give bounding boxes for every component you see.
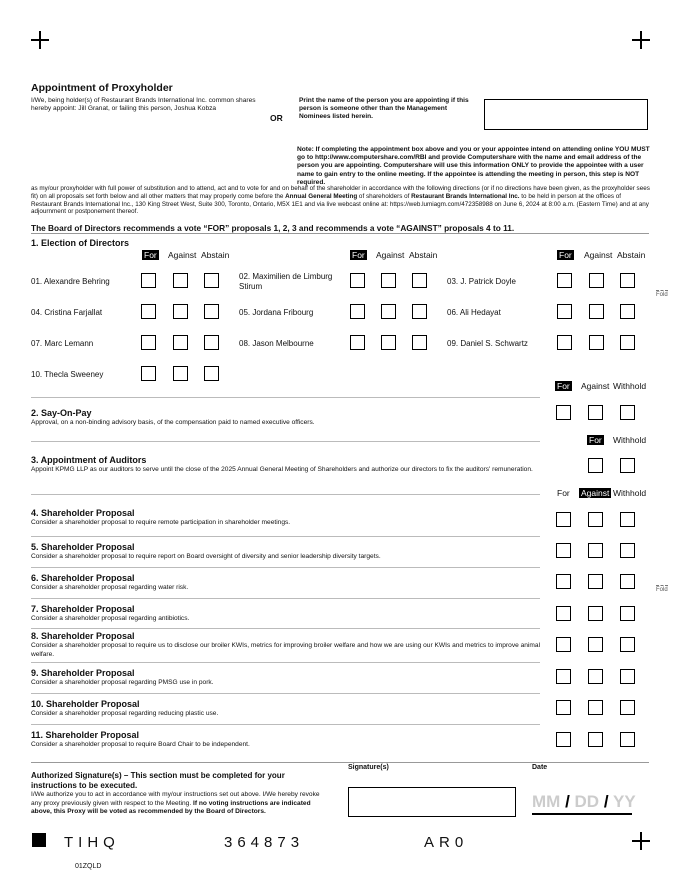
footer-code-2: 364873 <box>224 834 305 851</box>
director-name: 05. Jordana Fribourg <box>239 308 314 317</box>
registration-square <box>32 833 46 847</box>
proposal-9-against-checkbox[interactable] <box>588 669 603 684</box>
divider <box>31 233 649 234</box>
date-yy: YY <box>612 792 636 811</box>
print-name-instructions: Print the name of the person you are appointing if this person is someone other than the Management Nominees listed herein. <box>299 97 469 121</box>
say-on-pay-for-header: For <box>557 381 570 391</box>
col3-against-header: Against <box>584 250 613 260</box>
proposal-6-against-checkbox[interactable] <box>588 574 603 589</box>
proposal-8-for-checkbox[interactable] <box>556 637 571 652</box>
director-02-abstain-checkbox[interactable] <box>412 273 427 288</box>
proposal-6-title: 6. Shareholder Proposal <box>31 573 135 583</box>
body-part-2: of shareholders of <box>357 192 412 200</box>
director-name: 02. Maximilien de Limburg Stirum <box>239 272 333 291</box>
director-name: 08. Jason Melbourne <box>239 339 314 348</box>
divider <box>31 567 540 568</box>
proposal-11-withhold-checkbox[interactable] <box>620 732 635 747</box>
divider <box>31 628 540 629</box>
auditors-withhold-header: Withhold <box>613 435 647 445</box>
proposal-4-for-checkbox[interactable] <box>556 512 571 527</box>
director-03-for-checkbox[interactable] <box>557 273 572 288</box>
proposal-9-desc: Consider a shareholder proposal regarding PMSG use in pork. <box>31 679 214 686</box>
director-02-against-checkbox[interactable] <box>381 273 396 288</box>
body-bold-1: Annual General Meeting <box>285 192 358 200</box>
col3-for-header: For <box>559 250 572 260</box>
proxy-title: Appointment of Proxyholder <box>31 82 173 94</box>
body-bold-2: Restaurant Brands International Inc. <box>411 192 520 200</box>
proposal-10-for-checkbox[interactable] <box>556 700 571 715</box>
date-dd: DD <box>574 792 600 811</box>
proposal-5-title: 5. Shareholder Proposal <box>31 542 135 552</box>
director-04-against-checkbox[interactable] <box>173 304 188 319</box>
director-10-abstain-checkbox[interactable] <box>204 366 219 381</box>
divider <box>31 441 540 442</box>
director-name: 07. Marc Lemann <box>31 339 94 348</box>
divider <box>31 724 540 725</box>
divider <box>31 762 649 763</box>
date-label: Date <box>532 764 548 771</box>
signature-text <box>31 791 331 817</box>
divider <box>31 662 540 663</box>
divider <box>31 494 540 495</box>
divider <box>31 536 540 537</box>
signature-text-part: I/We authorize you to act in accordance with my/our instructions set out above. I/We hereby revoke any proxy previously given with respect to the Meeting. <box>31 791 320 807</box>
director-04-abstain-checkbox[interactable] <box>204 304 219 319</box>
auditors-title: 3. Appointment of Auditors <box>31 455 147 465</box>
proposal-8-withhold-checkbox[interactable] <box>620 637 635 652</box>
director-name: 09. Daniel S. Schwartz <box>447 339 528 348</box>
proposal-5-desc: Consider a shareholder proposal to require report on Board oversight of diversity and senior leadership diversity targets. <box>31 553 381 560</box>
director-06-abstain-checkbox[interactable] <box>620 304 635 319</box>
proposal-11-title: 11. Shareholder Proposal <box>31 730 140 740</box>
director-07-for-checkbox[interactable] <box>141 335 156 350</box>
director-08-abstain-checkbox[interactable] <box>412 335 427 350</box>
col1-abstain-header: Abstain <box>201 250 230 260</box>
board-recommendation: The Board of Directors recommends a vote “FOR” proposals 1, 2, 3 and recommends a vote “AGAINST” proposals 4 to 11. <box>31 223 515 233</box>
proposal-7-desc: Consider a shareholder proposal regarding antibiotics. <box>31 615 190 622</box>
signature-label: Signature(s) <box>348 764 389 771</box>
auditors-for-header: For <box>589 435 602 445</box>
appoint-text: I/We, being holder(s) of Restaurant Brands International Inc. common shares hereby appoint: Jill Granat, or failing this person, Joshua Kobza <box>31 97 256 113</box>
director-01-abstain-checkbox[interactable] <box>204 273 219 288</box>
director-09-for-checkbox[interactable] <box>557 335 572 350</box>
auditors-for-checkbox[interactable] <box>588 458 603 473</box>
director-06-for-checkbox[interactable] <box>557 304 572 319</box>
fold-marker: Fold <box>656 292 668 298</box>
proposal-6-desc: Consider a shareholder proposal regarding water risk. <box>31 584 189 591</box>
director-04-for-checkbox[interactable] <box>141 304 156 319</box>
online-attendance-note: Note: If completing the appointment box above and you or your appointee intend on attending online YOU MUST go to http://www.computershare.com/RBI and provide Computershare with the name and email address of the person you are appointing. Computershare will use this information ONLY to provide the appointee with a user name to gain entry to the online meeting. If the appointee is attending the meeting in person, this step is NOT required. <box>297 146 650 186</box>
proposal-8-title: 8. Shareholder Proposal <box>31 631 135 641</box>
director-01-for-checkbox[interactable] <box>141 273 156 288</box>
proposal-6-withhold-checkbox[interactable] <box>620 574 635 589</box>
director-02-for-checkbox[interactable] <box>350 273 365 288</box>
col2-against-header: Against <box>376 250 405 260</box>
registration-mark-top-right <box>632 31 650 49</box>
proposal-7-against-checkbox[interactable] <box>588 606 603 621</box>
proposal-8-desc: Consider a shareholder proposal to require us to disclose our broiler KWIs, metrics for improving broiler welfare and how we are using our KWIs and metrics to improve animal welfare. <box>31 642 541 658</box>
signature-box[interactable] <box>348 787 516 817</box>
proposal-10-against-checkbox[interactable] <box>588 700 603 715</box>
director-05-against-checkbox[interactable] <box>381 304 396 319</box>
director-05-for-checkbox[interactable] <box>350 304 365 319</box>
body-part-1: as my/our proxyholder with full power of substitution and to attend, act and to vote for and on behalf of the shareholder in accordance with the following directions (or if no directions have been given, as the proxyholder sees fit) on all proposals set forth below and all other matters that may properly come before the <box>31 185 650 200</box>
proposal-7-title: 7. Shareholder Proposal <box>31 604 135 614</box>
proposal-9-for-checkbox[interactable] <box>556 669 571 684</box>
proposal-4-desc: Consider a shareholder proposal to require remote participation in shareholder meetings. <box>31 519 291 526</box>
say-on-pay-desc: Approval, on a non-binding advisory basis, of the compensation paid to named executive officers. <box>31 419 315 426</box>
proposal-11-for-checkbox[interactable] <box>556 732 571 747</box>
director-name: 04. Cristina Farjallat <box>31 308 103 317</box>
or-label: OR <box>270 113 283 123</box>
footer-small-code: 01ZQLD <box>75 863 102 870</box>
col2-for-header: For <box>352 250 365 260</box>
director-05-abstain-checkbox[interactable] <box>412 304 427 319</box>
col2-abstain-header: Abstain <box>409 250 438 260</box>
sp-against-header: Against <box>581 488 610 498</box>
footer-code-3: AR0 <box>424 834 469 851</box>
director-name: 06. Ali Hedayat <box>447 308 501 317</box>
registration-mark-top-left <box>31 31 49 49</box>
proposal-4-against-checkbox[interactable] <box>588 512 603 527</box>
director-03-against-checkbox[interactable] <box>589 273 604 288</box>
election-title: 1. Election of Directors <box>31 238 130 248</box>
sp-withhold-header: Withhold <box>613 488 647 498</box>
director-08-for-checkbox[interactable] <box>350 335 365 350</box>
signature-text-bold: If no voting instructions are indicated above, this Proxy will be voted as recommended by the Board of Directors. <box>31 799 311 815</box>
date-underline <box>532 813 632 815</box>
sp-for-header: For <box>557 488 570 498</box>
proposal-5-for-checkbox[interactable] <box>556 543 571 558</box>
appointee-name-box[interactable] <box>484 99 648 130</box>
proposal-10-withhold-checkbox[interactable] <box>620 700 635 715</box>
say-on-pay-title: 2. Say-On-Pay <box>31 408 92 418</box>
date-mm: MM <box>532 792 561 811</box>
say-on-pay-for-checkbox[interactable] <box>556 405 571 420</box>
director-name: 03. J. Patrick Doyle <box>447 277 516 286</box>
proposal-5-against-checkbox[interactable] <box>588 543 603 558</box>
director-10-against-checkbox[interactable] <box>173 366 188 381</box>
director-07-against-checkbox[interactable] <box>173 335 188 350</box>
divider <box>31 397 540 398</box>
registration-mark-bottom-right <box>632 832 650 850</box>
col1-against-header: Against <box>168 250 197 260</box>
say-on-pay-against-checkbox[interactable] <box>588 405 603 420</box>
date-slash: / <box>603 792 609 811</box>
proxy-body-text <box>31 185 651 216</box>
director-name: 10. Thecla Sweeney <box>31 370 104 379</box>
auditors-withhold-checkbox[interactable] <box>620 458 635 473</box>
director-09-against-checkbox[interactable] <box>589 335 604 350</box>
director-06-against-checkbox[interactable] <box>589 304 604 319</box>
date-field[interactable] <box>532 792 636 812</box>
proposal-9-withhold-checkbox[interactable] <box>620 669 635 684</box>
proposal-9-title: 9. Shareholder Proposal <box>31 668 135 678</box>
proposal-8-against-checkbox[interactable] <box>588 637 603 652</box>
proposal-6-for-checkbox[interactable] <box>556 574 571 589</box>
auditors-desc: Appoint KPMG LLP as our auditors to serve until the close of the 2025 Annual General Meeting of Shareholders and authorize our directors to fix the auditors' remuneration. <box>31 466 533 473</box>
col1-for-header: For <box>144 250 157 260</box>
divider <box>31 598 540 599</box>
say-on-pay-against-header: Against <box>581 381 610 391</box>
proposal-10-desc: Consider a shareholder proposal regarding reducing plastic use. <box>31 710 219 717</box>
director-10-for-checkbox[interactable] <box>141 366 156 381</box>
proposal-11-desc: Consider a shareholder proposal to require Board Chair to be independent. <box>31 741 250 748</box>
proposal-11-against-checkbox[interactable] <box>588 732 603 747</box>
proposal-10-title: 10. Shareholder Proposal <box>31 699 140 709</box>
fold-marker: Fold <box>656 587 668 593</box>
col3-abstain-header: Abstain <box>617 250 646 260</box>
director-name: 01. Alexandre Behring <box>31 277 110 286</box>
director-09-abstain-checkbox[interactable] <box>620 335 635 350</box>
proposal-7-for-checkbox[interactable] <box>556 606 571 621</box>
proposal-5-withhold-checkbox[interactable] <box>620 543 635 558</box>
date-slash: / <box>565 792 570 811</box>
proposal-7-withhold-checkbox[interactable] <box>620 606 635 621</box>
proposal-4-withhold-checkbox[interactable] <box>620 512 635 527</box>
director-08-against-checkbox[interactable] <box>381 335 396 350</box>
body-part-3: to be held in person at the offices of Restaurant Brands International Inc., 130 King Street West, Suite 300, Toronto, Ontario, M5X 1E1 and via live webcast online at: https://web.lumiagm.com/472358988 on June 6, 2024 at 8:00 a.m. (Eastern Time) and at any adjournment or postponement thereof. <box>31 192 649 216</box>
say-on-pay-withhold-checkbox[interactable] <box>620 405 635 420</box>
signature-title: Authorized Signature(s) – This section must be completed for your instructions to be executed. <box>31 771 285 790</box>
director-01-against-checkbox[interactable] <box>173 273 188 288</box>
director-07-abstain-checkbox[interactable] <box>204 335 219 350</box>
footer-code-1: TIHQ <box>64 834 120 851</box>
director-03-abstain-checkbox[interactable] <box>620 273 635 288</box>
divider <box>31 693 540 694</box>
proposal-4-title: 4. Shareholder Proposal <box>31 508 135 518</box>
say-on-pay-withhold-header: Withhold <box>613 381 647 391</box>
